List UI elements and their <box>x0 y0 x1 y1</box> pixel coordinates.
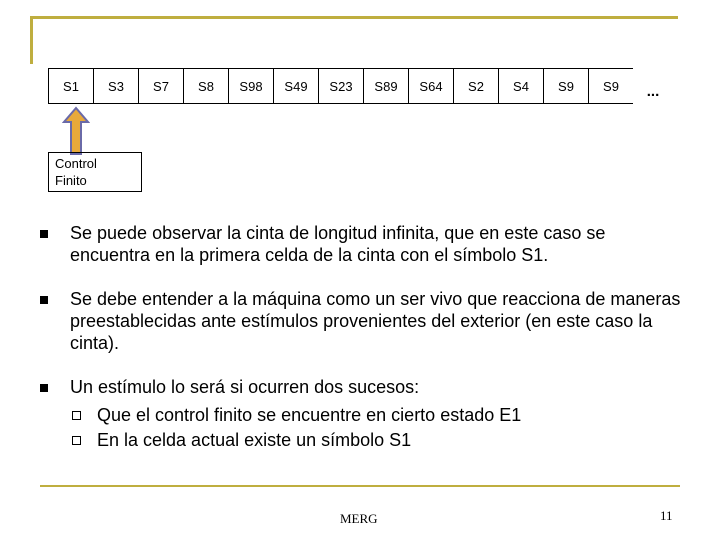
tape-cell: S98 <box>228 68 274 104</box>
sub-list-item <box>72 404 690 426</box>
hollow-square-bullet-icon <box>72 411 81 420</box>
tape-cell: S49 <box>273 68 319 104</box>
tape-cell: S9 <box>543 68 589 104</box>
tape-ellipsis: ... <box>633 68 673 104</box>
tape-cell: S7 <box>138 68 184 104</box>
tape-cell: S89 <box>363 68 409 104</box>
page-number: 11 <box>660 508 673 523</box>
tape-cell: S2 <box>453 68 499 104</box>
tape-cell: S4 <box>498 68 544 104</box>
square-bullet-icon <box>40 296 48 304</box>
hollow-square-bullet-icon <box>72 436 81 445</box>
tape-cell: S3 <box>93 68 139 104</box>
sub-bullet-list <box>72 404 690 451</box>
tape-cell: S23 <box>318 68 364 104</box>
bullet-list <box>40 222 690 454</box>
control-finito-box <box>48 152 142 192</box>
turing-tape <box>48 68 672 104</box>
tape-cell: S1 <box>48 68 94 104</box>
sub-bullet-text: Que el control finito se encuentre en cierto estado E1 <box>97 405 522 425</box>
footer-author: MERG <box>340 511 378 526</box>
square-bullet-icon <box>40 230 48 238</box>
tape-cell: S8 <box>183 68 229 104</box>
tape-cell: S9 <box>588 68 634 104</box>
square-bullet-icon <box>40 384 48 392</box>
decorative-left-rule <box>30 16 33 64</box>
sub-list-item <box>72 429 690 451</box>
sub-bullet-text: En la celda actual existe un símbolo S1 <box>97 430 412 450</box>
control-label-line1: Control <box>55 156 97 171</box>
control-label-line2: Finito <box>55 173 87 188</box>
bullet-text: Se debe entender a la máquina como un ser vivo que reacciona de maneras preestablecidas ante estímulos provenientes del exterior (en este caso la cinta). <box>70 289 681 353</box>
up-arrow-icon <box>62 106 90 156</box>
list-item <box>40 288 690 354</box>
footer-rule <box>40 485 680 487</box>
bullet-text: Un estímulo lo será si ocurren dos sucesos: <box>70 377 420 397</box>
decorative-top-rule <box>30 16 678 19</box>
bullet-text: Se puede observar la cinta de longitud infinita, que en este caso se encuentra en la primera celda de la cinta con el símbolo S1. <box>70 223 606 265</box>
tape-cell: S64 <box>408 68 454 104</box>
list-item <box>40 222 690 266</box>
list-item <box>40 376 690 398</box>
